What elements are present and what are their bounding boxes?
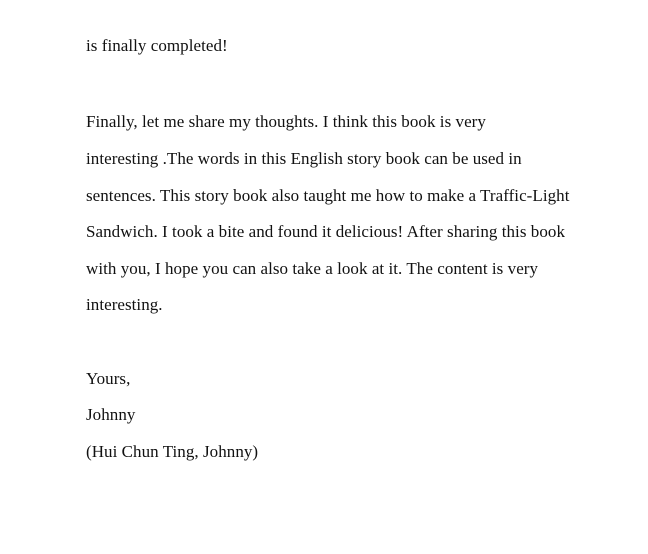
signature-full-name: (Hui Chun Ting, Johnny) (86, 442, 259, 461)
closing-salutation: Yours, (86, 369, 131, 388)
paragraph-line-1: Finally, let me share my thoughts. I think this book is very (86, 112, 486, 131)
signature-name: Johnny (86, 405, 136, 424)
paragraph-line-2: interesting .The words in this English story book can be used in (86, 149, 522, 168)
paragraph-line-3: sentences. This story book also taught me how to make a Traffic-Light (86, 186, 570, 205)
continuation-line: is finally completed! (86, 36, 228, 55)
paragraph-line-4: Sandwich. I took a bite and found it delicious! After sharing this book (86, 222, 565, 241)
paragraph-line-6: interesting. (86, 295, 163, 314)
paragraph-line-5: with you, I hope you can also take a look at it. The content is very (86, 259, 539, 278)
